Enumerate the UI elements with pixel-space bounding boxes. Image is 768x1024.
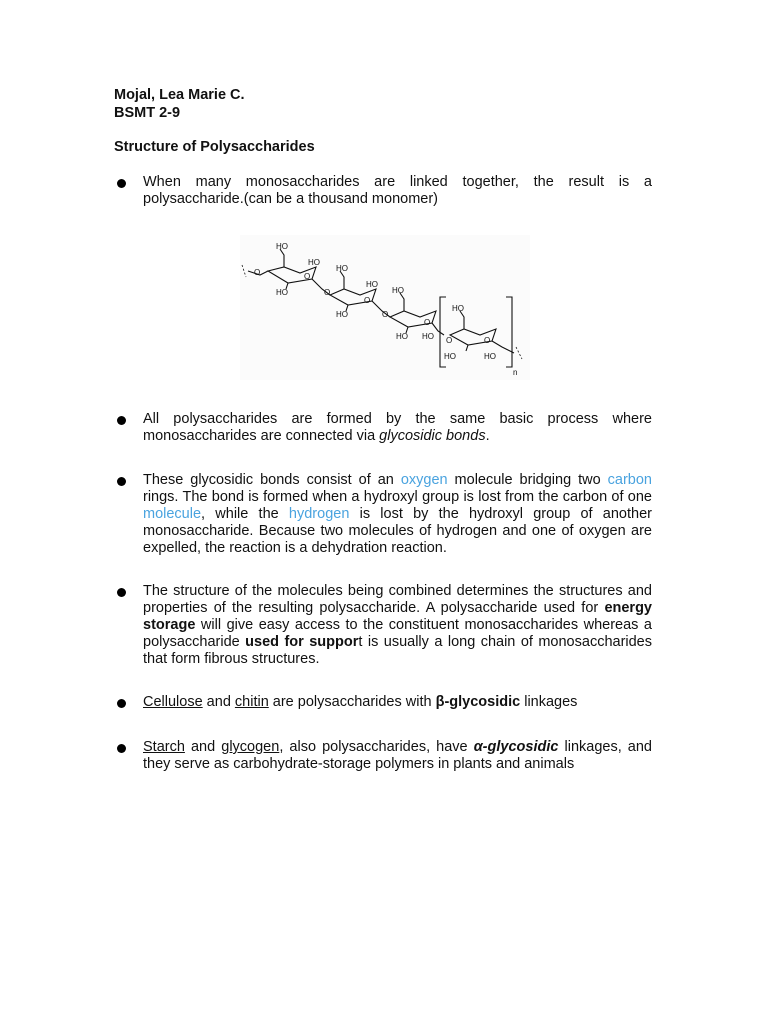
glycogen-term: glycogen [221, 739, 280, 755]
bullet-text-part: The structure of the molecules being combined determines the structures and properties of the resulting polysaccharide. A polysaccharide used for [143, 583, 652, 616]
label-ho: HO [276, 242, 288, 251]
label-n: n [513, 368, 518, 377]
bullet-text [143, 739, 652, 773]
bullet-item [114, 411, 652, 445]
label-o: O [304, 272, 311, 281]
bullet-text [143, 694, 652, 711]
oxygen-link[interactable]: oxygen [400, 472, 448, 488]
label-o: O [364, 296, 371, 305]
bullet-item [114, 694, 652, 711]
hydrogen-link[interactable]: hydrogen [288, 506, 350, 522]
starch-term: Starch [143, 739, 185, 755]
bullet-text-part: are polysaccharides with [268, 694, 436, 710]
label-ho: HO [336, 310, 348, 319]
chitin-term: chitin [234, 694, 269, 710]
label-o: O [254, 268, 261, 277]
glycosidic-bonds-term: glycosidic bonds [379, 428, 486, 444]
bullet-dot [117, 744, 126, 753]
label-ho: HO [308, 258, 320, 267]
author-section: BSMT 2-9 [114, 105, 181, 121]
bullet-item [114, 583, 652, 668]
bullet-text-part: These glycosidic bonds consist of an [143, 472, 401, 488]
bullet-text-part: , while the [201, 506, 289, 522]
bullet-text-part: , also polysaccharides, have [279, 739, 474, 755]
bullet-item [114, 174, 652, 208]
alpha-glycosidic-term: α-glycosidic [473, 739, 559, 755]
label-ho: HO [366, 280, 378, 289]
beta-glycosidic-term: β-glycosidic [435, 694, 521, 710]
molecule-link[interactable]: molecule [143, 506, 202, 522]
bullet-text: When many monosaccharides are linked together, the result is a polysaccharide.(can be a thousand monomer) [143, 174, 652, 207]
label-ho: HO [336, 264, 348, 273]
bullet-item [114, 739, 652, 773]
label-ho: HO [452, 304, 464, 313]
bullet-text-part: linkages, and they serve as carbohydrate-storage polymers in plants and animals [143, 739, 652, 772]
label-ho: HO [396, 332, 408, 341]
label-o: O [382, 310, 389, 319]
polysaccharide-diagram [240, 235, 530, 380]
bullet-text [143, 411, 652, 445]
label-o: O [484, 336, 491, 345]
bullet-text-part: and [202, 694, 235, 710]
author-header [114, 86, 245, 122]
carbon-link[interactable]: carbon [607, 472, 652, 488]
bullet-dot [117, 477, 126, 486]
bullet-text-part: rings. The bond is formed when a hydroxyl group is lost from the carbon of one [143, 489, 652, 505]
page-title: Structure of Polysaccharides [114, 139, 315, 155]
bullet-item [114, 472, 652, 557]
label-o: O [446, 336, 453, 345]
bullet-dot [117, 588, 126, 597]
bullet-dot [117, 179, 126, 188]
bullet-text [143, 583, 652, 668]
label-ho: HO [392, 286, 404, 295]
label-ho: HO [444, 352, 456, 361]
bullet-dot [117, 699, 126, 708]
bullet-text-part: linkages [520, 694, 578, 710]
bullet-text-part: molecule bridging two [447, 472, 608, 488]
bullet-text-part: . [485, 428, 490, 444]
polysaccharide-structure-figure [240, 235, 530, 380]
cellulose-term: Cellulose [143, 694, 203, 710]
label-ho: HO [422, 332, 434, 341]
bullet-text-part: All polysaccharides are formed by the same basic process where monosaccharides are connected via [143, 411, 652, 444]
bullet-text-part: and [184, 739, 222, 755]
energy-storage-term: energy storage [143, 600, 652, 633]
bullet-text-part: is lost by the hydroxyl group of another monosaccharide. Because two molecules of hydrogen and one of oxygen are expelled, the reaction is a dehydration reaction. [143, 506, 652, 556]
author-name: Mojal, Lea Marie C. [114, 87, 245, 103]
bullet-text [143, 472, 652, 557]
bullet-text-part: will give easy access to the constituent monosaccharides whereas a polysaccharide [143, 617, 652, 650]
bullet-dot [117, 416, 126, 425]
label-ho: HO [484, 352, 496, 361]
used-for-support-term: used for suppor [245, 634, 359, 650]
label-o: O [324, 288, 331, 297]
label-o: O [424, 318, 431, 327]
bullet-text-part: t is usually a long chain of monosaccharides that form fibrous structures. [143, 634, 652, 667]
label-ho: HO [276, 288, 288, 297]
